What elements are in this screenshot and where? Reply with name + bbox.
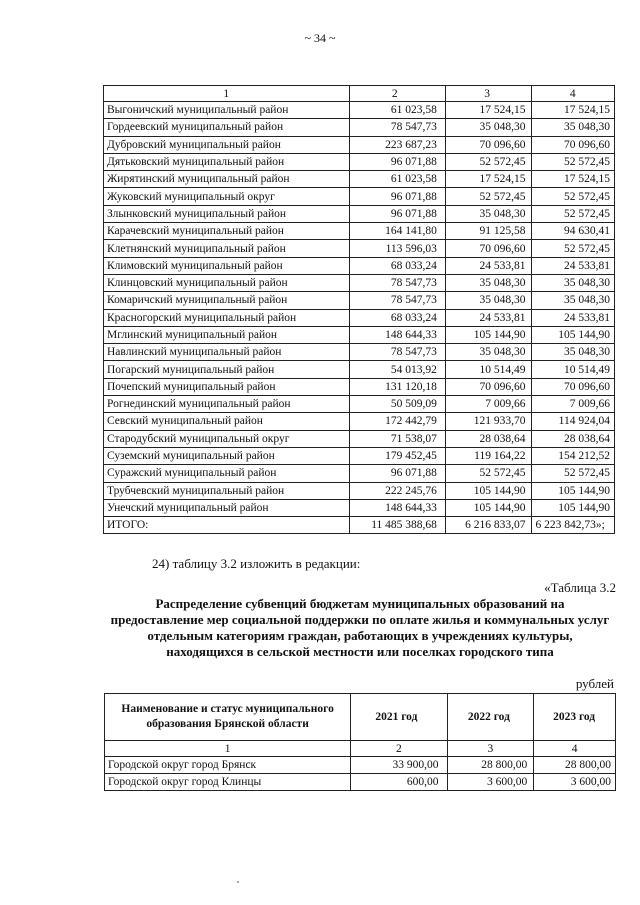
table-row — [104, 240, 615, 257]
page-number: ~ 34 ~ — [304, 31, 336, 45]
amount-cell: 114 924,04 — [532, 413, 615, 430]
total-label: ИТОГО: — [104, 517, 350, 534]
amount-cell: 28 800,00 — [447, 757, 534, 774]
amount-cell: 131 120,18 — [349, 378, 445, 395]
municipality-name: Выгоничский муниципальный район — [104, 102, 350, 119]
table-row — [104, 447, 615, 464]
amount-cell: 35 048,30 — [532, 292, 615, 309]
amount-cell: 70 096,60 — [445, 378, 532, 395]
amount-cell: 52 572,45 — [445, 465, 532, 482]
amount-cell: 91 125,58 — [445, 223, 532, 240]
municipality-name: Гордеевский муниципальный район — [104, 119, 350, 136]
column-number: 4 — [532, 86, 615, 102]
amount-cell: 10 514,49 — [532, 361, 615, 378]
amount-cell: 28 038,64 — [445, 430, 532, 447]
amount-cell: 68 033,24 — [349, 309, 445, 326]
amount-cell: 119 164,22 — [445, 447, 532, 464]
amount-cell: 24 533,81 — [445, 257, 532, 274]
amount-cell: 24 533,81 — [445, 309, 532, 326]
amount-cell: 50 509,09 — [349, 396, 445, 413]
table-row — [104, 257, 615, 274]
amount-cell: 223 687,23 — [349, 136, 445, 153]
total-amount: 6 216 833,07 — [445, 517, 532, 534]
subvention-table-3-2 — [104, 693, 616, 791]
amount-cell: 179 452,45 — [349, 447, 445, 464]
column-number: 1 — [105, 741, 351, 757]
municipality-name: Красногорский муниципальный район — [104, 309, 350, 326]
amount-cell: 52 572,45 — [445, 188, 532, 205]
municipality-name: Клетнянский муниципальный район — [104, 240, 350, 257]
amount-cell: 113 596,03 — [349, 240, 445, 257]
amount-cell: 70 096,60 — [532, 136, 615, 153]
municipality-name: Севский муниципальный район — [104, 413, 350, 430]
column-number: 2 — [351, 741, 447, 757]
amount-cell: 105 144,90 — [445, 326, 532, 343]
amount-cell: 70 096,60 — [445, 240, 532, 257]
amount-cell: 154 212,52 — [532, 447, 615, 464]
amount-cell: 7 009,66 — [532, 396, 615, 413]
table-row — [104, 344, 615, 361]
amount-cell: 52 572,45 — [532, 153, 615, 170]
list-item-24: 24) таблицу 3.2 изложить в редакции: — [152, 556, 361, 571]
municipality-name: Рогнединский муниципальный район — [104, 396, 350, 413]
table-row — [104, 136, 615, 153]
amount-cell: 148 644,33 — [349, 326, 445, 343]
header-year: 2023 год — [534, 694, 616, 741]
table-heading: Распределение субвенций бюджетам муниципальных образований на предоставление мер социальной поддержки по оплате жилья и коммунальных услуг отдельным категориям граждан, работающих в учреждениях культуры, находящихся в сельской местности или поселках городского типа — [110, 596, 610, 659]
municipality-name: Суземский муниципальный район — [104, 447, 350, 464]
municipality-name: Городской округ город Брянск — [105, 757, 351, 774]
municipality-name: Клинцовский муниципальный район — [104, 274, 350, 291]
table-label: «Таблица 3.2 — [544, 580, 616, 595]
header-year: 2022 год — [447, 694, 534, 741]
table-row — [104, 465, 615, 482]
table-row — [104, 499, 615, 516]
amount-cell: 24 533,81 — [532, 257, 615, 274]
column-number: 2 — [349, 86, 445, 102]
amount-cell: 52 572,45 — [532, 240, 615, 257]
table-row — [104, 274, 615, 291]
table-row — [104, 413, 615, 430]
amount-cell: 3 600,00 — [534, 774, 616, 791]
amount-cell: 35 048,30 — [445, 119, 532, 136]
amount-cell: 61 023,58 — [349, 171, 445, 188]
municipality-name: Карачевский муниципальный район — [104, 223, 350, 240]
table-row — [104, 396, 615, 413]
amount-cell: 148 644,33 — [349, 499, 445, 516]
amount-cell: 35 048,30 — [445, 344, 532, 361]
amount-cell: 17 524,15 — [532, 171, 615, 188]
municipality-name: Городской округ город Клинцы — [105, 774, 351, 791]
amount-cell: 17 524,15 — [445, 102, 532, 119]
table-row — [104, 378, 615, 395]
table-row — [104, 361, 615, 378]
amount-cell: 96 071,88 — [349, 153, 445, 170]
amount-cell: 54 013,92 — [349, 361, 445, 378]
municipality-name: Злынковский муниципальный район — [104, 205, 350, 222]
total-amount: 6 223 842,73»; — [532, 517, 615, 534]
amount-cell: 35 048,30 — [532, 119, 615, 136]
amount-cell: 35 048,30 — [445, 292, 532, 309]
total-amount: 11 485 388,68 — [349, 517, 445, 534]
total-row — [104, 517, 615, 534]
table-row — [104, 171, 615, 188]
amount-cell: 3 600,00 — [447, 774, 534, 791]
amount-cell: 78 547,73 — [349, 344, 445, 361]
units-label: рублей — [575, 676, 614, 691]
table-row — [105, 757, 616, 774]
table-row — [104, 188, 615, 205]
amount-cell: 105 144,90 — [445, 499, 532, 516]
table-row — [104, 205, 615, 222]
table-header-row — [105, 694, 616, 741]
amount-cell: 68 033,24 — [349, 257, 445, 274]
scan-dot — [236, 880, 240, 884]
table-row — [104, 326, 615, 343]
table-row — [104, 292, 615, 309]
amount-cell: 105 144,90 — [532, 326, 615, 343]
amount-cell: 52 572,45 — [532, 205, 615, 222]
amount-cell: 222 245,76 — [349, 482, 445, 499]
municipality-name: Трубчевский муниципальный район — [104, 482, 350, 499]
amount-cell: 33 900,00 — [351, 757, 447, 774]
municipality-name: Навлинский муниципальный район — [104, 344, 350, 361]
amount-cell: 28 800,00 — [534, 757, 616, 774]
table-row — [104, 119, 615, 136]
municipality-name: Суражский муниципальный район — [104, 465, 350, 482]
amount-cell: 172 442,79 — [349, 413, 445, 430]
amount-cell: 70 096,60 — [532, 378, 615, 395]
table-row — [104, 223, 615, 240]
column-number: 1 — [104, 86, 350, 102]
table-row — [104, 430, 615, 447]
table-row — [104, 482, 615, 499]
municipality-name: Унечский муниципальный район — [104, 499, 350, 516]
municipality-name: Климовский муниципальный район — [104, 257, 350, 274]
amount-cell: 96 071,88 — [349, 188, 445, 205]
header-municipality: Наименование и статус муниципального образования Брянской области — [105, 694, 351, 741]
amount-cell: 70 096,60 — [445, 136, 532, 153]
municipality-name: Погарский муниципальный район — [104, 361, 350, 378]
amount-cell: 35 048,30 — [532, 274, 615, 291]
column-number: 3 — [447, 741, 534, 757]
amount-cell: 71 538,07 — [349, 430, 445, 447]
amount-cell: 105 144,90 — [532, 499, 615, 516]
amount-cell: 17 524,15 — [445, 171, 532, 188]
amount-cell: 10 514,49 — [445, 361, 532, 378]
amount-cell: 52 572,45 — [445, 153, 532, 170]
amount-cell: 121 933,70 — [445, 413, 532, 430]
amount-cell: 35 048,30 — [445, 274, 532, 291]
amount-cell: 52 572,45 — [532, 188, 615, 205]
amount-cell: 105 144,90 — [445, 482, 532, 499]
column-number: 4 — [534, 741, 616, 757]
header-year: 2021 год — [351, 694, 447, 741]
amount-cell: 35 048,30 — [532, 344, 615, 361]
table-row — [104, 309, 615, 326]
amount-cell: 7 009,66 — [445, 396, 532, 413]
amount-cell: 24 533,81 — [532, 309, 615, 326]
amount-cell: 28 038,64 — [532, 430, 615, 447]
table-row — [104, 102, 615, 119]
municipality-name: Дубровский муниципальный район — [104, 136, 350, 153]
amount-cell: 78 547,73 — [349, 274, 445, 291]
municipality-name: Мглинский муниципальный район — [104, 326, 350, 343]
amount-cell: 61 023,58 — [349, 102, 445, 119]
table-row — [104, 153, 615, 170]
table-column-numbers — [104, 86, 615, 102]
amount-cell: 78 547,73 — [349, 119, 445, 136]
amount-cell: 96 071,88 — [349, 465, 445, 482]
amount-cell: 17 524,15 — [532, 102, 615, 119]
amount-cell: 78 547,73 — [349, 292, 445, 309]
municipality-name: Дятьковский муниципальный район — [104, 153, 350, 170]
amount-cell: 105 144,90 — [532, 482, 615, 499]
municipality-name: Почепский муниципальный район — [104, 378, 350, 395]
amount-cell: 600,00 — [351, 774, 447, 791]
municipality-name: Жирятинский муниципальный район — [104, 171, 350, 188]
amount-cell: 52 572,45 — [532, 465, 615, 482]
amount-cell: 35 048,30 — [445, 205, 532, 222]
municipality-name: Жуковский муниципальный округ — [104, 188, 350, 205]
amount-cell: 164 141,80 — [349, 223, 445, 240]
municipality-name: Комаричский муниципальный район — [104, 292, 350, 309]
amount-cell: 96 071,88 — [349, 205, 445, 222]
table-column-numbers — [105, 741, 616, 757]
table-row — [105, 774, 616, 791]
subvention-table-continued — [103, 85, 615, 534]
municipality-name: Стародубский муниципальный округ — [104, 430, 350, 447]
amount-cell: 94 630,41 — [532, 223, 615, 240]
column-number: 3 — [445, 86, 532, 102]
